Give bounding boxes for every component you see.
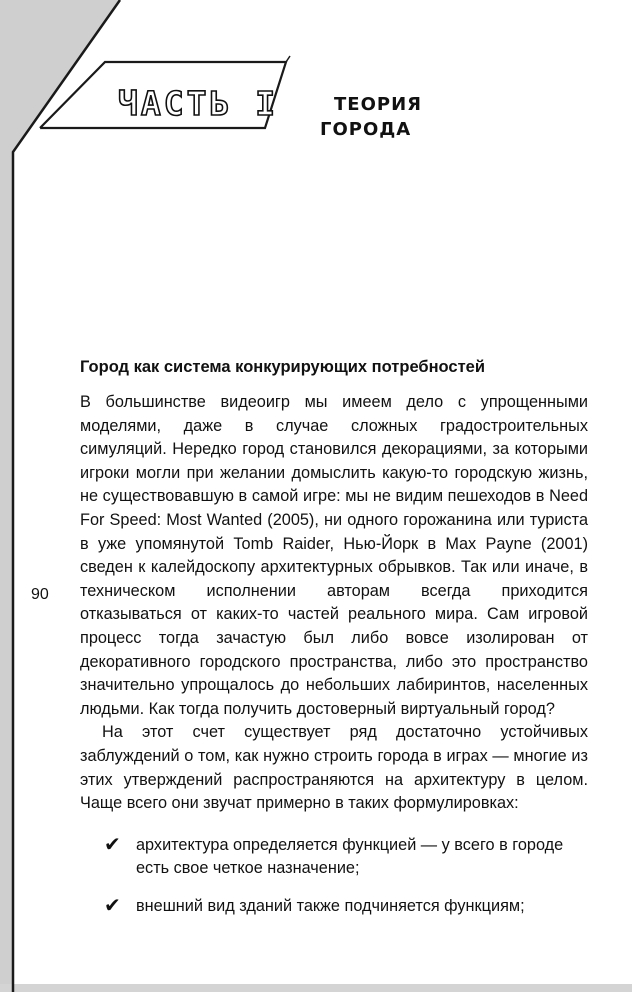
part-title-line-1: ТЕОРИЯ — [334, 94, 422, 115]
part-label: ЧАСТЬ I — [118, 84, 279, 123]
check-mark-icon: ✔ — [104, 894, 121, 917]
check-mark-icon: ✔ — [104, 833, 121, 856]
bottom-gray-strip — [0, 984, 632, 992]
bullet-text: внешний вид зданий также подчиняется функциям; — [136, 896, 525, 915]
page-number: 90 — [31, 586, 49, 603]
paragraph-1: В большинстве видеоигр мы имеем дело с упрощенными моделями, даже в случае сложных градостроительных симуляций. Нередко город становился декорациями, за которыми игроки могли при желании домыслить какую-то городскую жизнь, не существовавшую в самой игре: мы не видим пешеходов в Need For Speed: Most Wanted (2005), ни одного горожанина или туриста в уже упомянутой Tomb Raider, Нью-Йорк в Max Payne (2001) сведен к калейдоскопу архитектурных обрывков. Так или иначе, в техническом исполнении авторам всегда приходится отказываться от каких-то частей реального мира. Сам игровой процесс тогда зачастую был либо вовсе изолирован от декоративного городского пространства, либо это пространство значительно упрощалось до небольших лабиринтов, населенных людьми. Как тогда получить достоверный виртуальный город? — [80, 393, 588, 718]
section-heading: Город как система конкурирующих потребностей — [80, 358, 485, 376]
bullet-list — [80, 834, 588, 919]
bracket-tick — [286, 56, 290, 62]
paragraph-2: На этот счет существует ряд достаточно устойчивых заблуждений о том, как нужно строить города в играх — многие из этих утверждений распространяются на архитектуру в целом. Чаще всего они звучат примерно в таких формулировках: — [80, 723, 588, 813]
bullet-item — [80, 834, 588, 881]
bullet-text: архитектура определяется функцией — у всего в городе есть свое четкое назначение; — [136, 835, 564, 878]
part-title — [320, 92, 422, 142]
bullet-item — [80, 895, 588, 919]
page-content — [80, 355, 588, 932]
part-title-line-2: ГОРОДА — [320, 119, 412, 140]
